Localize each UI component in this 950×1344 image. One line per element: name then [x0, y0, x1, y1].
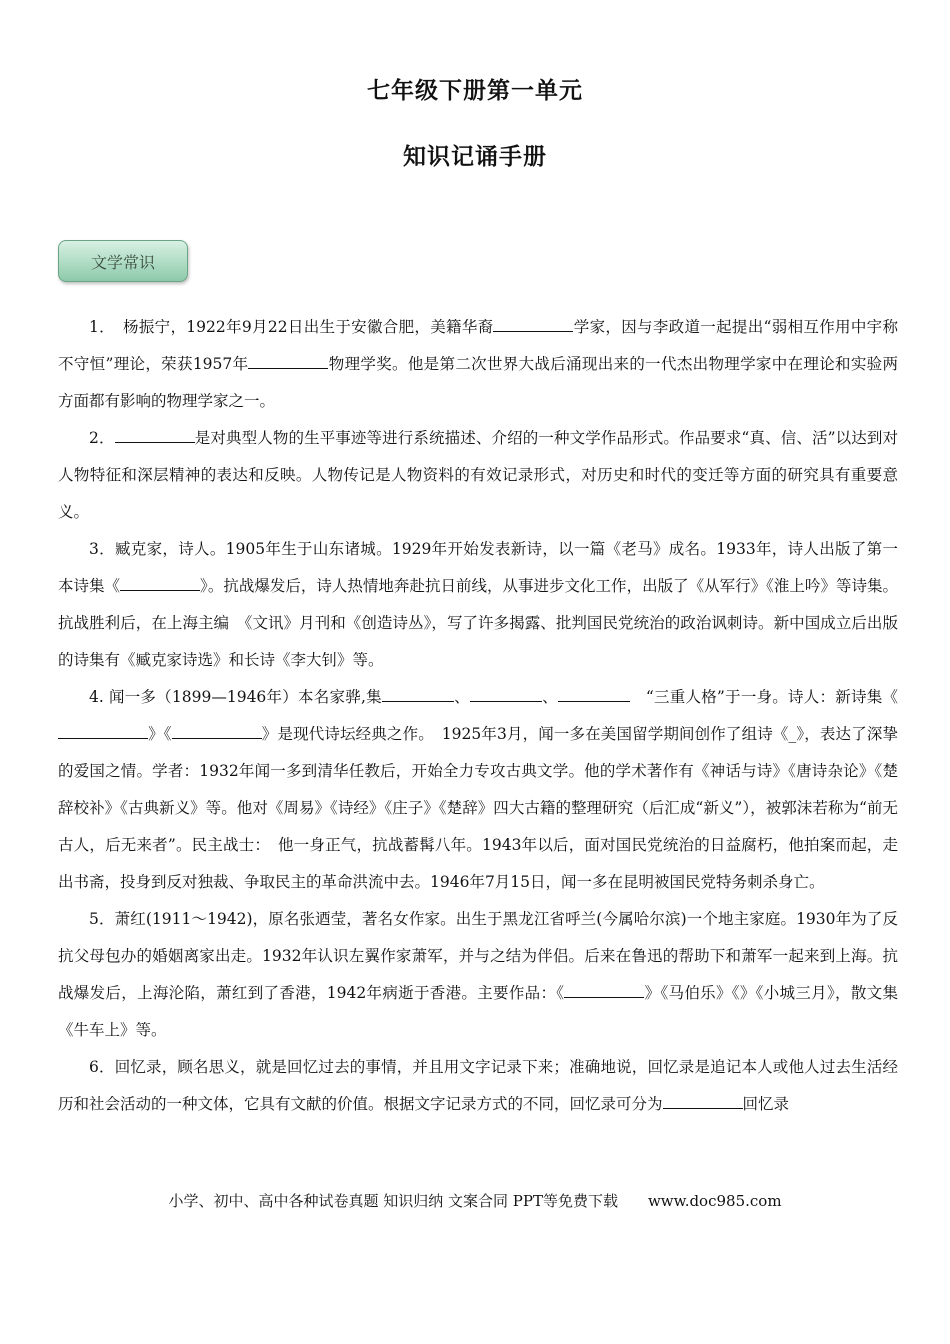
- page-subtitle: 知识记诵手册: [403, 144, 547, 170]
- item-5: 5．萧红(1911～1942)，原名张迺莹，著名女作家。出生于黑龙江省呼兰(今属哈尔滨)一个地主家庭。1930年为了反抗父母包办的婚姻离家出走。1932年认识左翼作家萧军，并与之结为伴侣。后来在鲁迅的帮助下和萧军一起来到上海。抗战爆发后，上海沦陷，萧红到了香港，1942年病逝于香港。主要作品：《 》《马伯乐》《》《小城三月》，散文集《牛车上》等。: [58, 910, 898, 1039]
- item-6: 6．回忆录，顾名思义，就是回忆过去的事情，并且用文字记录下来；准确地说，回忆录是追记本人或他人过去生活经历和社会活动的一种文体，它具有文献的价值。根据文字记录方式的不同，回忆录可分为 回忆录: [58, 1058, 898, 1113]
- blank[interactable]: [663, 1092, 743, 1109]
- blank[interactable]: [564, 981, 644, 998]
- blank[interactable]: [470, 685, 542, 702]
- blank[interactable]: [248, 352, 328, 369]
- item-2: 2． 是对典型人物的生平事迹等进行系统描述、介绍的一种文学作品形式。作品要求“真、信、活”以达到对人物特征和深层精神的表达和反映。人物传记是人物资料的有效记录形式，对历史和时代的变迁等方面的研究具有重要意义。: [58, 420, 898, 531]
- page-title: 七年级下册第一单元: [367, 78, 583, 104]
- blank[interactable]: [120, 574, 200, 591]
- blank[interactable]: [558, 685, 630, 702]
- item-1: 1． 杨振宁，1922年9月22日出生于安徽合肥，美籍华裔 学家，因与李政道一起提出“弱相互作用中宇称不守恒”理论，荣获1957年 物理学奖。他是第二次世界大战后涌现出来的一代杰出物理学家中在理论和实验两方面都有影响的物理学家之一。: [58, 309, 898, 420]
- section-badge: [58, 240, 188, 282]
- blank[interactable]: [493, 315, 573, 332]
- blank[interactable]: [382, 685, 454, 702]
- section-badge-label: 文学常识: [90, 252, 155, 272]
- blank[interactable]: [115, 426, 195, 443]
- item-4: 4. 闻一多（1899—1946年）本名家骅,集 、 、 “三重人格”于一身。诗人：新诗集《》《 》是现代诗坛经典之作。 1925年3月，闻一多在美国留学期间创作了组诗《_》，表达了深挚的爱国之情。学者：1932年闻一多到清华任教后，开始全力专攻古典文学。他的学术著作有《神话与诗》《唐诗杂论》《楚辞校补》《古典新义》等。他对《周易》《诗经》《庄子》《楚辞》四大古籍的整理研究（后汇成“新义”），被郭沫若称为“前无古人，后无来者”。民主战士： 他一身正气，抗战蓄髯八年。1943年以后，面对国民党统治的日益腐朽，他拍案而起，走出书斋，投身到反对独裁、争取民主的革命洪流中去。1946年7月15日，闻一多在昆明被国民党特务刺杀身亡。: [58, 679, 898, 901]
- blank[interactable]: [58, 722, 148, 739]
- item-3: 3．臧克家，诗人。1905年生于山东诸城。1929年开始发表新诗，以一篇《老马》成名。1933年，诗人出版了第一本诗集《 》。抗战爆发后，诗人热情地奔赴抗日前线，从事进步文化工作，出版了《从军行》《淮上吟》等诗集。抗战胜利后，在上海主编 《文讯》月刊和《创造诗丛》，写了许多揭露、批判国民党统治的政治讽刺诗。新中国成立后出版的诗集有《臧克家诗选》和长诗《李大钊》等。: [58, 540, 898, 669]
- footer-text: 小学、初中、高中各种试卷真题 知识归纳 文案合同 PPT等免费下载 www.doc985.com: [168, 1192, 782, 1210]
- blank[interactable]: [172, 722, 262, 739]
- document-body: [58, 309, 898, 1123]
